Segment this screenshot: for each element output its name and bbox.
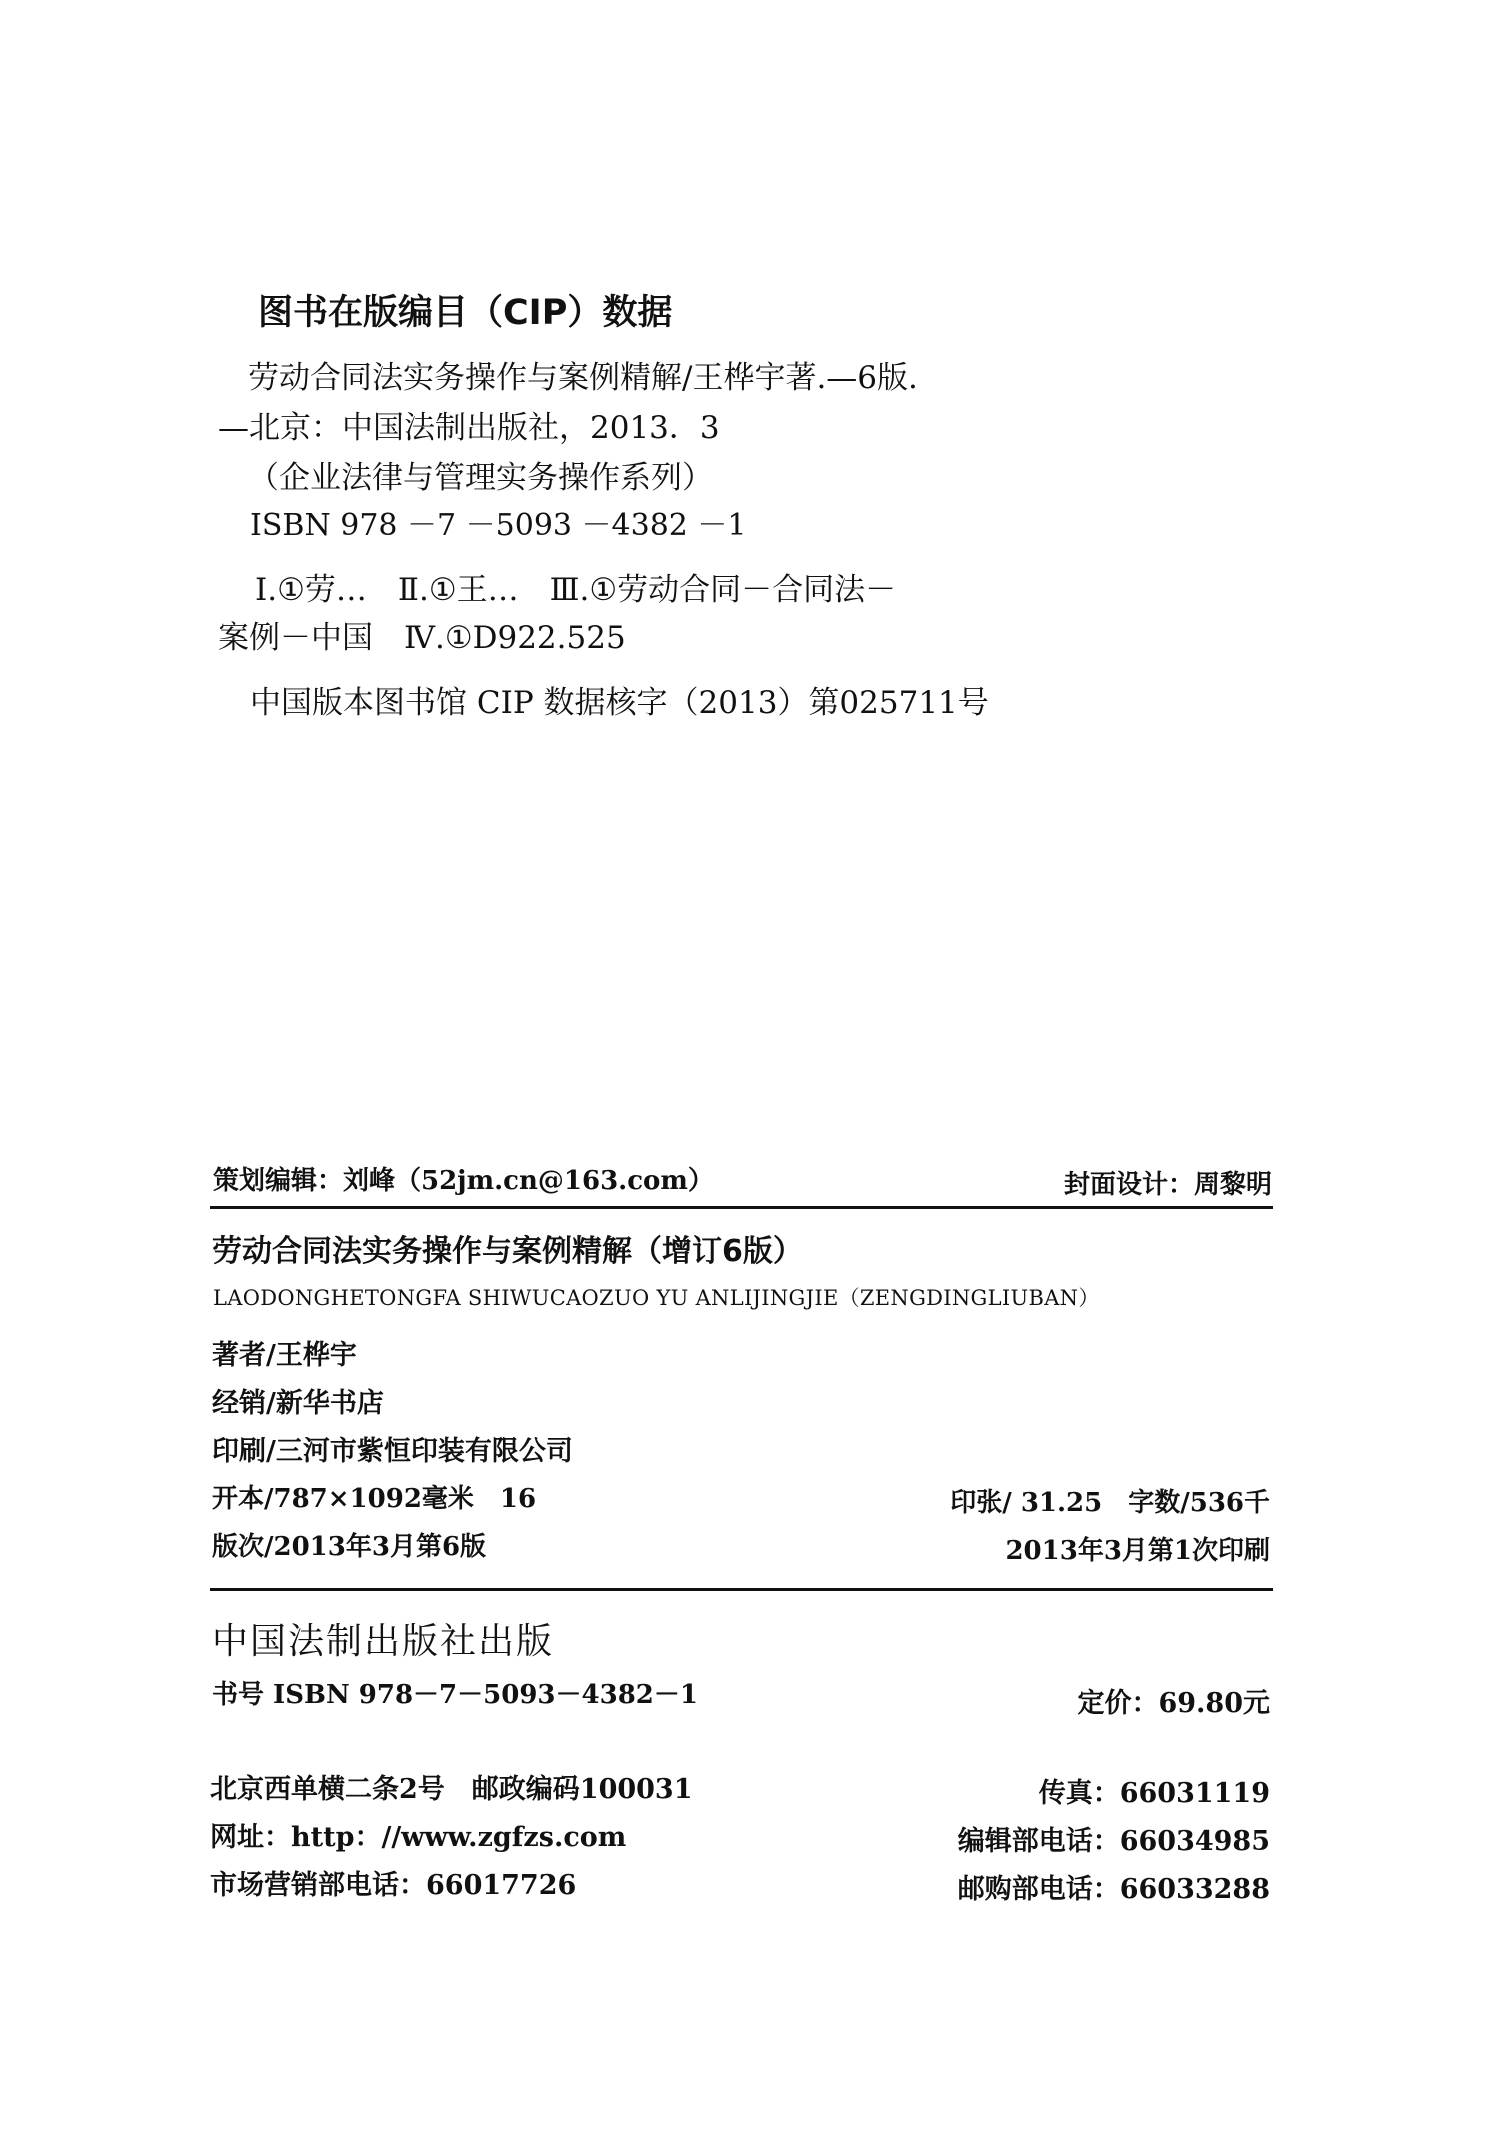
- price: 定价：69.80元: [1077, 1688, 1270, 1719]
- divider-top: [210, 1206, 1273, 1209]
- book-title: 劳动合同法实务操作与案例精解（增订6版）: [212, 1234, 803, 1269]
- cip-line-3: （企业法律与管理实务操作系列）: [248, 460, 713, 496]
- cip-isbn: ISBN 978 －7 －5093 －4382 －1: [250, 508, 747, 543]
- distributor: 经销/新华书店: [212, 1388, 384, 1419]
- publisher-name: 中国法制出版社出版: [212, 1621, 555, 1662]
- divider-bottom: [210, 1588, 1273, 1591]
- cip-approval-number: 中国版本图书馆 CIP 数据核字（2013）第025711号: [250, 685, 989, 721]
- cip-classification-2: 案例－中国 Ⅳ.①D922.525: [218, 620, 626, 656]
- mail-order-phone: 邮购部电话：66033288: [957, 1874, 1270, 1905]
- printer: 印刷/三河市紫恒印装有限公司: [212, 1436, 573, 1467]
- book-isbn: 书号 ISBN 978－7－5093－4382－1: [212, 1680, 698, 1710]
- printing: 2013年3月第1次印刷: [1005, 1536, 1270, 1566]
- cip-line-1: 劳动合同法实务操作与案例精解/王桦宇著.—6版.: [248, 360, 918, 396]
- editorial-phone: 编辑部电话：66034985: [957, 1826, 1270, 1857]
- author: 著者/王桦宇: [212, 1340, 357, 1371]
- book-title-pinyin: LAODONGHETONGFA SHIWUCAOZUO YU ANLIJINGJIE（ZENGDINGLIUBAN）: [213, 1286, 1100, 1310]
- sheets-and-word-count: 印张/ 31.25 字数/536千: [950, 1488, 1270, 1518]
- cip-line-2: —北京：中国法制出版社，2013．3: [218, 410, 720, 446]
- website: 网址：http：//www.zgfzs.com: [210, 1822, 627, 1853]
- publisher-address: 北京西单横二条2号 邮政编码100031: [210, 1774, 693, 1805]
- edition: 版次/2013年3月第6版: [212, 1532, 487, 1562]
- marketing-phone: 市场营销部电话：66017726: [210, 1870, 577, 1901]
- cip-classification-1: Ⅰ.①劳… Ⅱ.①王… Ⅲ.①劳动合同－合同法－: [255, 572, 897, 608]
- planning-editor: 策划编辑：刘峰（52jm.cn@163.com）: [213, 1166, 714, 1196]
- fax: 传真：66031119: [1038, 1778, 1270, 1809]
- cip-heading: 图书在版编目（CIP）数据: [258, 293, 673, 333]
- cover-design: 封面设计：周黎明: [1063, 1170, 1272, 1200]
- book-format: 开本/787×1092毫米 16: [212, 1484, 537, 1514]
